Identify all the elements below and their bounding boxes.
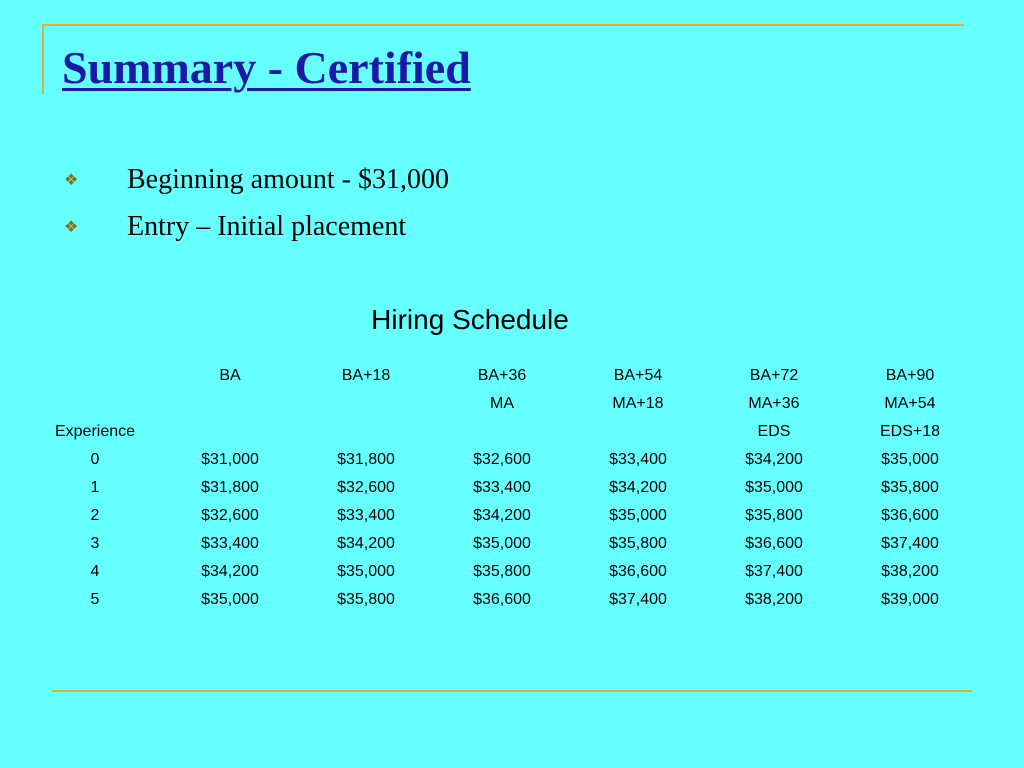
- table-cell: [434, 418, 570, 446]
- row-label-cell: 4: [90, 563, 100, 580]
- table-cell: $35,800: [881, 479, 939, 496]
- table-cell: $32,600: [337, 479, 395, 496]
- row-label-cell: 0: [90, 451, 100, 468]
- table-cell: $37,400: [745, 563, 803, 580]
- table-cell: MA+36: [748, 395, 800, 412]
- table-cell: $36,600: [473, 591, 531, 608]
- row-label-cell: [28, 390, 162, 418]
- slide-title: Summary - Certified: [62, 42, 471, 93]
- table-header-row: [28, 390, 978, 418]
- bullet-list: [62, 156, 449, 250]
- table-cell: $36,600: [609, 563, 667, 580]
- table-cell: $34,200: [201, 563, 259, 580]
- table-cell: [298, 390, 434, 418]
- table-cell: $31,800: [201, 479, 259, 496]
- table-cell: BA+36: [477, 367, 527, 384]
- table-cell: $35,000: [201, 591, 259, 608]
- table-cell: $31,800: [337, 451, 395, 468]
- table-cell: [298, 418, 434, 446]
- table-cell: $37,400: [609, 591, 667, 608]
- table-cell: $34,200: [745, 451, 803, 468]
- table-cell: $35,800: [609, 535, 667, 552]
- table-header-row: [28, 418, 978, 446]
- row-label-cell: 3: [90, 535, 100, 552]
- table-cell: $35,000: [473, 535, 531, 552]
- hiring-schedule-table: [28, 362, 978, 614]
- bullet-text: Beginning amount - $31,000: [127, 163, 449, 195]
- bullet-text: Entry – Initial placement: [127, 210, 407, 242]
- table-cell: $33,400: [609, 451, 667, 468]
- bottom-divider: [52, 690, 972, 692]
- table-cell: $39,000: [881, 591, 939, 608]
- table-cell: MA+18: [612, 395, 664, 412]
- table-cell: $35,000: [337, 563, 395, 580]
- table-cell: $33,400: [473, 479, 531, 496]
- table-cell: MA: [490, 395, 514, 412]
- table-cell: BA: [219, 367, 241, 384]
- table-cell: EDS: [757, 423, 791, 440]
- table-row: [28, 558, 978, 586]
- table-cell: $31,000: [201, 451, 259, 468]
- table-cell: $35,800: [745, 507, 803, 524]
- table-cell: $36,600: [745, 535, 803, 552]
- table-cell: [162, 418, 298, 446]
- bullet-item: [62, 203, 449, 250]
- bullet-item: [62, 156, 449, 203]
- table-cell: EDS+18: [879, 423, 941, 440]
- table-cell: BA+18: [341, 367, 391, 384]
- table-cell: $34,200: [473, 507, 531, 524]
- table-cell: $38,200: [881, 563, 939, 580]
- table-header-row: [28, 362, 978, 390]
- table-cell: $34,200: [609, 479, 667, 496]
- table-cell: $38,200: [745, 591, 803, 608]
- table-cell: $34,200: [337, 535, 395, 552]
- table-row: [28, 502, 978, 530]
- table-cell: MA+54: [884, 395, 936, 412]
- table-cell: BA+54: [613, 367, 663, 384]
- table-row: [28, 586, 978, 614]
- left-divider: [42, 24, 44, 94]
- row-label-cell: 5: [90, 591, 100, 608]
- table-cell: BA+72: [749, 367, 799, 384]
- table-cell: [162, 390, 298, 418]
- table-cell: $33,400: [201, 535, 259, 552]
- table-cell: BA+90: [885, 367, 935, 384]
- table-row: [28, 474, 978, 502]
- table-cell: $35,800: [473, 563, 531, 580]
- table-cell: $37,400: [881, 535, 939, 552]
- table-cell: $35,000: [881, 451, 939, 468]
- diamond-bullet-icon: ❖: [64, 171, 79, 189]
- schedule-title: Hiring Schedule: [371, 304, 569, 335]
- top-divider: [42, 24, 964, 26]
- table-cell: [570, 418, 706, 446]
- table-cell: $32,600: [201, 507, 259, 524]
- table-cell: $36,600: [881, 507, 939, 524]
- table-cell: $35,000: [609, 507, 667, 524]
- diamond-bullet-icon: ❖: [64, 218, 79, 236]
- row-label-cell: 1: [90, 479, 100, 496]
- table-cell: $35,800: [337, 591, 395, 608]
- table-cell: $35,000: [745, 479, 803, 496]
- row-label-cell: [28, 362, 162, 390]
- table-row: [28, 530, 978, 558]
- table-cell: $33,400: [337, 507, 395, 524]
- row-label-cell: 2: [90, 507, 100, 524]
- row-label-cell: Experience: [54, 423, 136, 440]
- table-cell: $32,600: [473, 451, 531, 468]
- table-row: [28, 446, 978, 474]
